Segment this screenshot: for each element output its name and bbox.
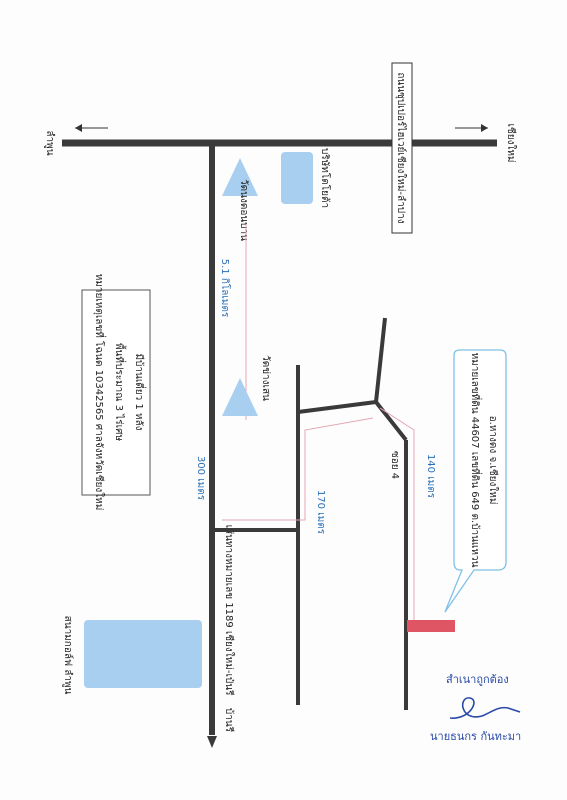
distance-5-1-km: 5.1 กิโลเมตร (219, 258, 230, 318)
target-land-marker (407, 620, 455, 632)
lamphun-direction-label: ลำพูน (44, 130, 55, 156)
temple-saen-label: วัดข่างเสน (260, 355, 271, 401)
info-line-2: อ.หางดง จ.เชียงใหม่ (487, 415, 498, 505)
golf-course-label: สนามกอล์ฟ ลำพูน (62, 615, 73, 695)
soi-label: ซอย 4 (389, 450, 400, 480)
chiangmai-direction-label: เชียงใหม่ (505, 123, 516, 163)
main-road-name: ถนนซุปเปอร์ไฮเวย์เชียงใหม่-ลำปาง (395, 72, 406, 224)
arrow-left-icon (75, 124, 82, 132)
temple-saen-icon (222, 378, 258, 416)
certification-name: นายธนกร กันทะมา (430, 730, 522, 743)
arrow-down-icon (207, 736, 217, 748)
distance-300-m: 300 เมตร (195, 455, 206, 501)
signature-image (450, 698, 520, 718)
soi-north (376, 318, 385, 402)
distance-170-m: 170 เมตร (315, 489, 326, 535)
highway-1189-label: เส้นทางหมายเลข 1189 เชียงใหม่-เป๋นรี (223, 524, 234, 696)
arrow-right-icon (481, 124, 488, 132)
notes-line-1: หมายเหตุเลขที่ โฉนด 10342565 ศาลจังหวัดเชียงใหม่ (93, 273, 104, 511)
company-building (281, 152, 313, 204)
baan-direction-label: บ้านรี (223, 707, 234, 733)
notes-line-2: พื้นที่ประมาณ 3 ไร่เศษ (113, 342, 124, 442)
info-line-1: หมายเลขที่ดิน 44607 เลขที่ดิน 649 ต.บ้านแหวน (469, 352, 480, 568)
soi-link (298, 402, 376, 412)
golf-course-area (84, 620, 202, 688)
distance-140-m: 140 เมตร (425, 453, 436, 499)
notes-line-3: มีบ้านเดี่ยว 1 หลัง (133, 353, 144, 431)
temple-dong-label: วัดนงดอนบาน (238, 179, 249, 241)
company-label: บริษัทโตโยต้า (319, 147, 330, 209)
distance-line-4 (380, 408, 414, 620)
certification-title: สำเนาถูกต้อง (446, 673, 509, 686)
soi-4-bend (376, 402, 406, 440)
